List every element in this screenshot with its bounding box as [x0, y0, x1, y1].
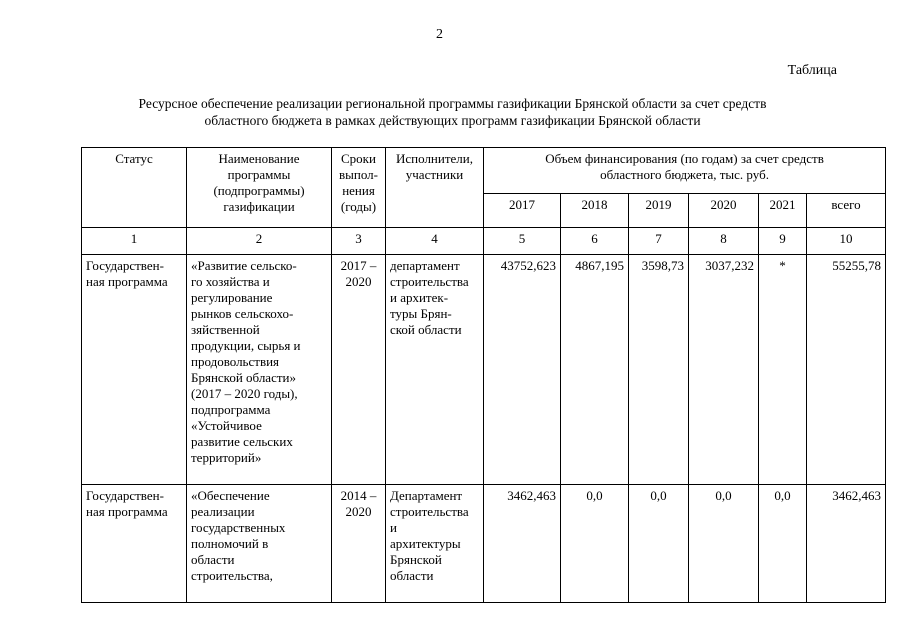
row-value-2017: 43752,623: [484, 255, 561, 485]
row-terms: 2017 – 2020: [332, 255, 386, 485]
row-value-total: 3462,463: [807, 485, 886, 603]
header-executors: Исполнители, участники: [386, 148, 484, 228]
row-program-name: «Развитие сельско- го хозяйства и регулирование рынков сельскохо- зяйственной продукции, сырья и продовольствия Брянской области» (2017 – 2020 годы), подпрограмма «Устойчивое развитие сельских территорий»: [187, 255, 332, 485]
total-header: всего: [807, 194, 886, 228]
header-name: Наименование программы (подпрограммы) газификации: [187, 148, 332, 228]
column-number: 4: [386, 228, 484, 255]
column-number: 9: [759, 228, 807, 255]
column-number: 8: [689, 228, 759, 255]
row-value-2017: 3462,463: [484, 485, 561, 603]
row-program-name: «Обеспечение реализации государственных полномочий в области строительства,: [187, 485, 332, 603]
page-number: 2: [436, 27, 443, 42]
header-status: Статус: [82, 148, 187, 228]
row-executors: департамент строительства и архитек- туры Брян- ской области: [386, 255, 484, 485]
year-header: 2021: [759, 194, 807, 228]
header-financing: Объем финансирования (по годам) за счет средств областного бюджета, тыс. руб.: [484, 148, 886, 194]
column-number: 2: [187, 228, 332, 255]
year-header: 2017: [484, 194, 561, 228]
row-value-2021: 0,0: [759, 485, 807, 603]
row-value-2018: 4867,195: [561, 255, 629, 485]
header-terms: Сроки выпол- нения (годы): [332, 148, 386, 228]
row-status: Государствен- ная программа: [82, 255, 187, 485]
year-header: 2020: [689, 194, 759, 228]
column-number: 1: [82, 228, 187, 255]
table-row: [82, 255, 886, 485]
column-number: 7: [629, 228, 689, 255]
header-row: [82, 148, 886, 194]
column-number: 6: [561, 228, 629, 255]
column-number: 3: [332, 228, 386, 255]
row-status: Государствен- ная программа: [82, 485, 187, 603]
column-number: 10: [807, 228, 886, 255]
row-value-2018: 0,0: [561, 485, 629, 603]
table-row: [82, 485, 886, 603]
year-header: 2018: [561, 194, 629, 228]
row-value-total: 55255,78: [807, 255, 886, 485]
column-number: 5: [484, 228, 561, 255]
table-label: Таблица: [787, 63, 837, 78]
document-title: Ресурсное обеспечение реализации региональной программы газификации Брянской области за счет средств областного бюджета в рамках действующих программ газификации Брянской области: [138, 96, 767, 128]
row-terms: 2014 – 2020: [332, 485, 386, 603]
row-value-2019: 0,0: [629, 485, 689, 603]
row-value-2019: 3598,73: [629, 255, 689, 485]
row-value-2020: 0,0: [689, 485, 759, 603]
row-value-2020: 3037,232: [689, 255, 759, 485]
column-number-row: [82, 228, 886, 255]
row-value-2021: *: [759, 255, 807, 485]
row-executors: Департамент строительства и архитектуры Брянской области: [386, 485, 484, 603]
financing-table: [81, 147, 886, 603]
year-header: 2019: [629, 194, 689, 228]
